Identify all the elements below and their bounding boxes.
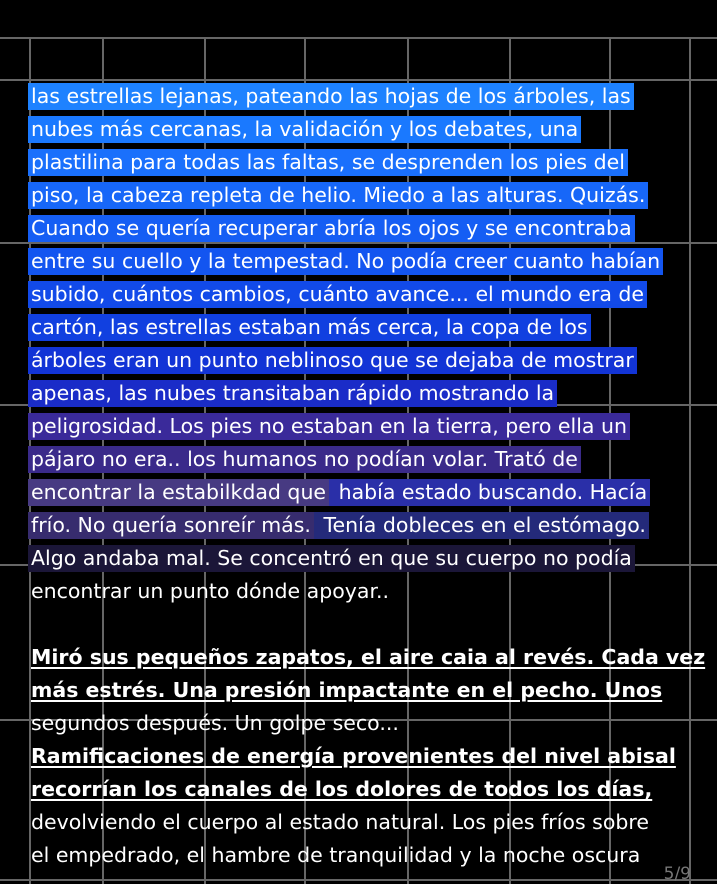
story-text: [31, 80, 711, 872]
text-line: el empedrado, el hambre de tranquilidad y la noche oscura: [31, 843, 641, 867]
underlined-line: Miró sus pequeños zapatos, el aire caia al revés. Cada vez: [31, 645, 706, 669]
text-line: segundos después. Un golpe seco...: [31, 711, 399, 735]
highlight-segment: frío. No quería sonreír más.: [28, 512, 314, 539]
highlight-segment: entre su cuello y la tempestad. No podía creer cuanto habían: [28, 248, 663, 275]
highlight-segment: subido, cuántos cambios, cuánto avance... el mundo era de: [28, 281, 647, 308]
highlighted-line: [31, 344, 711, 377]
highlight-segment: Tenía dobleces en el estómago.: [314, 512, 649, 539]
highlight-segment: encontrar la estabilkdad que: [28, 479, 329, 506]
highlighted-line: [31, 146, 711, 179]
highlighted-line: [31, 443, 711, 476]
highlighted-line: [31, 476, 711, 509]
highlight-segment: apenas, las nubes transitaban rápido mostrando la: [28, 380, 557, 407]
highlight-segment: pájaro no era.. los humanos no podían volar. Trató de: [28, 446, 581, 473]
underlined-line: Ramificaciones de energía provenientes del nivel abisal: [31, 744, 676, 768]
paragraph-gap: [31, 608, 711, 641]
underlined-line: más estrés. Una presión impactante en el pecho. Unos: [31, 678, 663, 702]
highlight-segment: las estrellas lejanas, pateando las hojas de los árboles, las: [28, 83, 634, 110]
highlight-segment: cartón, las estrellas estaban más cerca, la copa de los: [28, 314, 591, 341]
highlight-segment: nubes más cercanas, la validación y los debates, una: [28, 116, 581, 143]
highlight-segment: peligrosidad. Los pies no estaban en la tierra, pero ella un: [28, 413, 630, 440]
highlight-segment: plastilina para todas las faltas, se desprenden los pies del: [28, 149, 628, 176]
final-passage: [31, 806, 711, 872]
highlighted-passage: [31, 80, 711, 575]
underlined-passage: [31, 641, 711, 707]
highlighted-line: [31, 278, 711, 311]
highlighted-line: [31, 80, 711, 113]
highlight-segment: había estado buscando. Hacía: [329, 479, 650, 506]
underlined-line: recorrían los canales de los dolores de todos los días,: [31, 777, 653, 801]
highlighted-line: [31, 311, 711, 344]
highlighted-line: [31, 542, 711, 575]
highlight-segment: árboles eran un punto neblinoso que se dejaba de mostrar: [28, 347, 637, 374]
highlight-segment: Algo andaba mal. Se concentró en que su cuerpo no podía: [28, 545, 635, 572]
highlighted-line: [31, 179, 711, 212]
highlighted-line: [31, 245, 711, 278]
plain-passage: [31, 575, 711, 608]
page-indicator: 5/9: [663, 864, 691, 884]
highlight-segment: Cuando se quería recuperar abría los ojos y se encontraba: [28, 215, 635, 242]
underlined-passage-2: [31, 740, 711, 806]
highlighted-line: [31, 410, 711, 443]
highlighted-line: [31, 377, 711, 410]
highlight-segment: piso, la cabeza repleta de helio. Miedo a las alturas. Quizás.: [28, 182, 648, 209]
text-line: devolviendo el cuerpo al estado natural. Los pies fríos sobre: [31, 810, 649, 834]
highlighted-line: [31, 212, 711, 245]
text-line: encontrar un punto dónde apoyar..: [31, 579, 390, 603]
highlighted-line: [31, 509, 711, 542]
highlighted-line: [31, 113, 711, 146]
